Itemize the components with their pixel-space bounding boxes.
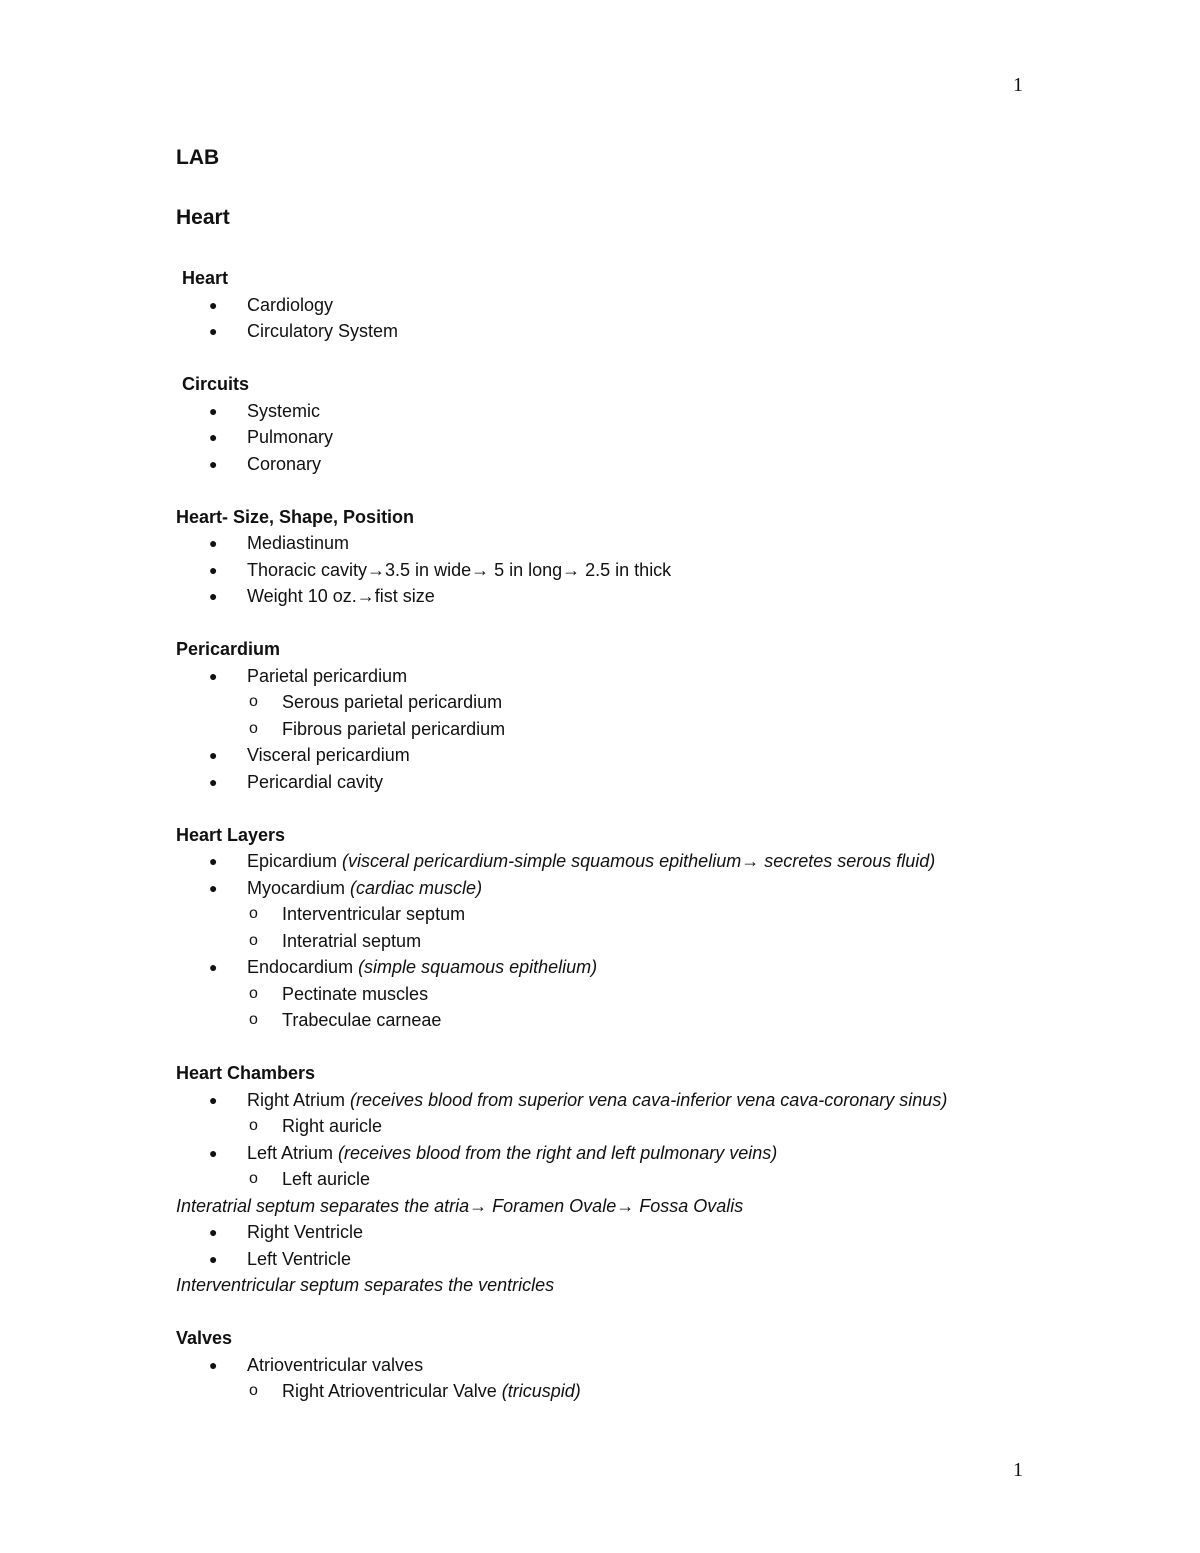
item-text: Interatrial septum <box>282 930 422 951</box>
bullet-item <box>176 663 1076 690</box>
bullet-item <box>176 954 1076 981</box>
bullet-item <box>176 1352 1076 1379</box>
section <box>176 1060 1076 1299</box>
section <box>176 1325 1076 1405</box>
italic-note: Interventricular septum separates the ventricles <box>176 1275 555 1295</box>
item-text: Mediastinum <box>247 533 350 553</box>
item-text: Right auricle <box>282 1116 383 1136</box>
section-title: Circuits <box>182 374 250 394</box>
sub-bullet-marker: o <box>249 1170 258 1187</box>
item-text: Myocardium (cardiac muscle) <box>247 877 483 898</box>
item-text: Parietal pericardium <box>247 665 408 686</box>
item-text: Interventricular septum <box>282 904 466 924</box>
bullet-item <box>176 1246 1076 1273</box>
bullet-marker: ● <box>209 959 218 975</box>
bullet-marker: ● <box>209 1091 218 1108</box>
page-number-top: 1 <box>1013 74 1023 96</box>
sub-bullet-marker: o <box>249 719 258 737</box>
bullet-marker: ● <box>209 1250 218 1267</box>
bullet-marker: ● <box>209 588 218 604</box>
item-text: Coronary <box>247 453 322 474</box>
item-text: Left Ventricle <box>247 1248 352 1269</box>
sub-bullet-item <box>176 1113 1076 1140</box>
bullet-marker: ● <box>209 1356 218 1373</box>
item-text: Serous parietal pericardium <box>282 692 503 712</box>
item-text: Left Atrium (receives blood from the right and left pulmonary veins) <box>247 1142 778 1163</box>
page-number-bottom: 1 <box>1013 1459 1023 1481</box>
bullet-marker: ● <box>209 535 218 551</box>
item-italic-detail: (receives blood from the right and left pulmonary veins) <box>338 1142 778 1163</box>
section-title: Pericardium <box>176 639 281 659</box>
document-subtitle: Heart <box>176 206 230 229</box>
section <box>176 822 1076 1034</box>
bullet-item <box>176 848 1076 875</box>
bullet-item <box>176 875 1076 902</box>
section <box>176 504 1076 610</box>
bullet-item <box>176 1219 1076 1246</box>
bullet-item <box>176 1140 1076 1167</box>
sub-bullet-item <box>176 928 1076 955</box>
item-italic-detail: (tricuspid) <box>501 1381 581 1401</box>
bullet-item <box>176 318 1076 345</box>
bullet-item <box>176 292 1076 319</box>
sub-bullet-item <box>176 689 1076 716</box>
item-text: Circulatory System <box>247 321 399 341</box>
item-text: Trabeculae carneae <box>282 1010 442 1030</box>
item-text: Left auricle <box>282 1169 371 1189</box>
bullet-marker: ● <box>209 561 218 578</box>
section-title: Heart Layers <box>176 824 286 845</box>
bullet-item <box>176 451 1076 478</box>
item-text: Cardiology <box>247 294 334 315</box>
section-title: Heart- Size, Shape, Position <box>176 506 415 527</box>
item-text: Pectinate muscles <box>282 983 429 1004</box>
item-text: Fibrous parietal pericardium <box>282 718 506 739</box>
section <box>176 265 1076 345</box>
section-title: Valves <box>176 1328 233 1348</box>
italic-note: Interatrial septum separates the atria→ Foramen Ovale→ Fossa Ovalis <box>176 1195 744 1216</box>
bullet-marker: ● <box>209 1144 218 1161</box>
bullet-marker: ● <box>209 853 218 869</box>
bullet-item <box>176 557 1076 584</box>
section-title: Heart Chambers <box>176 1063 316 1083</box>
document-title: LAB <box>176 146 220 169</box>
item-text: Systemic <box>247 400 321 421</box>
item-italic-detail: (receives blood from superior vena cava-inferior vena cava-coronary sinus) <box>350 1089 948 1110</box>
item-text: Visceral pericardium <box>247 745 410 765</box>
notes-content <box>176 265 1076 1431</box>
bullet-item <box>176 742 1076 769</box>
bullet-item <box>176 769 1076 796</box>
bullet-marker: ● <box>209 296 218 313</box>
bullet-marker: ● <box>209 323 218 339</box>
sub-bullet-item <box>176 1166 1076 1193</box>
item-text: Right Ventricle <box>247 1222 364 1242</box>
item-italic-detail: (cardiac muscle) <box>350 877 483 898</box>
item-text: Thoracic cavity→3.5 in wide→ 5 in long→ 2.5 in thick <box>247 559 672 580</box>
bullet-marker: ● <box>209 879 218 896</box>
sub-bullet-marker: o <box>249 693 258 710</box>
sub-bullet-item <box>176 1378 1076 1405</box>
section <box>176 636 1076 795</box>
item-italic-detail: (simple squamous epithelium) <box>358 957 598 977</box>
sub-bullet-marker: o <box>249 1011 258 1028</box>
item-text: Weight 10 oz.→fist size <box>247 586 435 606</box>
section-title: Heart <box>182 268 229 288</box>
bullet-marker: ● <box>209 773 218 790</box>
bullet-item <box>176 583 1076 610</box>
bullet-item <box>176 398 1076 425</box>
sub-bullet-item <box>176 1007 1076 1034</box>
bullet-marker: ● <box>209 429 218 445</box>
sub-bullet-item <box>176 981 1076 1008</box>
item-text: Pericardial cavity <box>247 771 384 792</box>
section <box>176 371 1076 477</box>
item-text: Endocardium (simple squamous epithelium) <box>247 957 598 977</box>
item-text: Right Atrioventricular Valve (tricuspid) <box>282 1381 581 1401</box>
sub-bullet-marker: o <box>249 1382 258 1399</box>
item-italic-detail: (visceral pericardium-simple squamous epithelium→ secretes serous fluid) <box>342 851 936 871</box>
bullet-item <box>176 1087 1076 1114</box>
sub-bullet-item <box>176 716 1076 743</box>
item-text: Atrioventricular valves <box>247 1354 424 1375</box>
item-text: Right Atrium (receives blood from superior vena cava-inferior vena cava-coronary sinus) <box>247 1089 948 1110</box>
sub-bullet-marker: o <box>249 931 258 949</box>
sub-bullet-marker: o <box>249 1117 258 1134</box>
bullet-item <box>176 530 1076 557</box>
bullet-marker: ● <box>209 1224 218 1240</box>
bullet-marker: ● <box>209 747 218 763</box>
item-text: Pulmonary <box>247 427 334 447</box>
bullet-item <box>176 424 1076 451</box>
sub-bullet-item <box>176 901 1076 928</box>
bullet-marker: ● <box>209 455 218 472</box>
sub-bullet-marker: o <box>249 984 258 1002</box>
sub-bullet-marker: o <box>249 905 258 922</box>
bullet-marker: ● <box>209 402 218 419</box>
bullet-marker: ● <box>209 667 218 684</box>
item-text: Epicardium (visceral pericardium-simple squamous epithelium→ secretes serous fluid) <box>247 851 936 871</box>
